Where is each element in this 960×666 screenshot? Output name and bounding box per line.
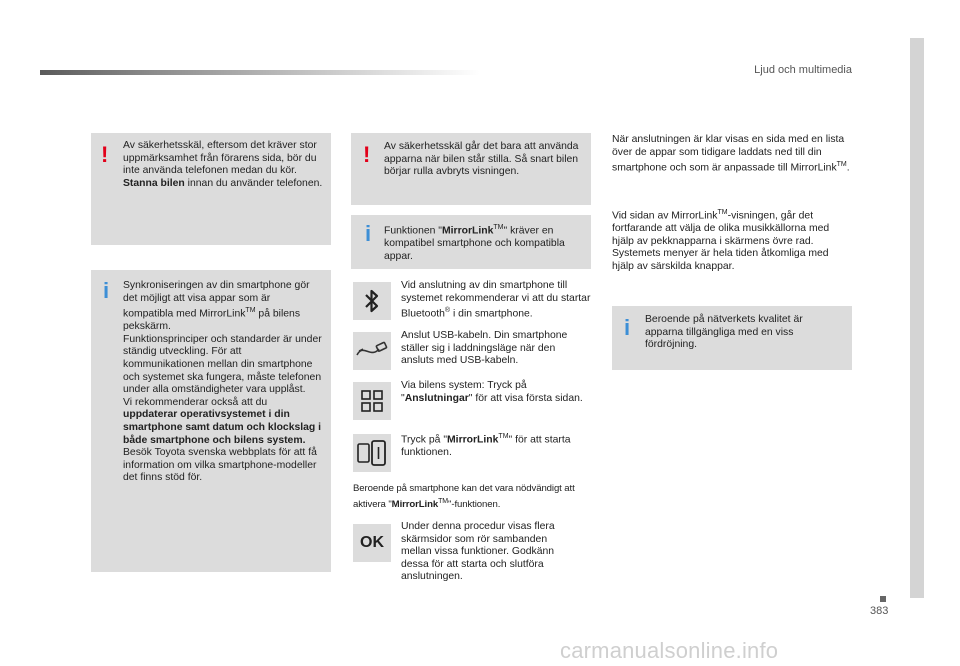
step-mirrorlink-bold: MirrorLink [447, 434, 499, 446]
note-post: "-funktionen. [448, 499, 501, 511]
step-bluetooth-tail: i din smartphone. [450, 308, 533, 320]
note-bold: MirrorLink [391, 499, 439, 511]
note-pre: Beroende på smartphone kan det vara nödvändigt att aktivera " [353, 483, 575, 511]
left-warning-box [91, 133, 331, 245]
step-mirrorlink-pre: Tryck på " [401, 434, 448, 446]
left-info-box [91, 270, 331, 572]
left-warning-tail: innan du använder telefonen. [184, 177, 323, 189]
step-usb-text: Anslut USB-kabeln. Din smartphone ställer sig i laddningsläge när den ansluts med USB-kabeln. [401, 330, 568, 367]
tm-mark: TM [836, 161, 847, 169]
mid-warning-box [351, 133, 591, 205]
right-p1-tail: . [846, 162, 850, 174]
left-info-p4: Besök Toyota svenska webbplats för att få information om vilka smartphone-modeller det finns stöd för. [123, 447, 317, 484]
info-icon: i [624, 315, 631, 340]
mid-info-pre: Funktionen " [384, 225, 442, 237]
left-info-p3: Vi rekommenderar också att du [123, 396, 268, 408]
grid-icon [361, 390, 383, 412]
info-icon: i [103, 278, 110, 303]
right-info-text: Beroende på nätverkets kvalitet är apparna tillgängliga med en viss fördröjning. [645, 314, 803, 351]
section-title: Ljud och multimedia [754, 64, 852, 76]
step-bluetooth-text [401, 280, 591, 321]
left-info-p1: Synkroniseringen av din smartphone gör det möjligt att visa appar som är kompatibla med MirrorLink [123, 280, 310, 320]
right-paragraph-1 [612, 134, 852, 175]
tm-mark: TM [717, 209, 728, 216]
right-paragraph-2 [612, 207, 852, 273]
mirrorlink-icon [356, 439, 388, 467]
tm-mark: TM [493, 224, 504, 231]
registered-mark: ® [444, 307, 451, 315]
mid-info-bold: MirrorLink [442, 225, 494, 237]
ok-icon-box [353, 524, 391, 562]
ok-icon: OK [360, 534, 384, 551]
left-warning-text: Av säkerhetsskäl, eftersom det kräver stor uppmärksamhet från förarens sida, bör du inte använda telefonen medan du kör. [123, 140, 317, 177]
mirrorlink-note [353, 482, 593, 511]
page-number: 383 [870, 605, 889, 617]
step-mirrorlink-post: " för att starta funktionen. [401, 434, 571, 459]
header-gradient-bar [40, 70, 480, 75]
bluetooth-icon-box [353, 282, 391, 320]
mid-info-box [351, 215, 591, 269]
tm-mark: TM [245, 307, 256, 315]
grid-icon-box [353, 382, 391, 420]
right-p2-pre: Vid sidan av MirrorLink [612, 210, 718, 222]
watermark: carmanualsonline.info [560, 638, 779, 663]
left-warning-bold: Stanna bilen [123, 177, 185, 189]
warning-icon: ! [363, 142, 371, 167]
step-grid-pre: Via bilens system: Tryck på " [401, 380, 527, 404]
right-p1: När anslutningen är klar visas en sida med en lista över de appar som tidigare laddats ned till din smartphone och som är anpassade till MirrorLink [612, 134, 845, 174]
mid-info-post: " kräver en kompatibel smartphone och kompatibla appar. [384, 225, 565, 262]
tm-mark: TM [498, 433, 509, 440]
usb-icon-box [353, 332, 391, 370]
mid-warning-text: Av säkerhetsskäl går det bara att använda apparna när bilen står stilla. Så snart bilen börjar rulla avbryts visningen. [384, 141, 579, 178]
warning-icon: ! [101, 142, 109, 167]
right-p2-post: -visningen, går det fortfarande att välja de olika musikkällorna med hjälp av pekknapparna i skärmens övre rad. Systemets menyer är hela tiden åtkomliga med hjälp av särskilda knappar. [612, 210, 830, 272]
left-info-p2: Funktionsprinciper och standarder är under ständig utveckling. För att kommunikationen mellan din smartphone och systemet ska fungera, måste telefonen under alla omständigheter vara upplåst. [123, 333, 322, 396]
right-info-box [612, 306, 852, 370]
left-info-p1-tail: på bilens pekskärm. [123, 308, 301, 333]
ok-step-text: Under denna procedur visas flera skärmsidor som rör sambanden mellan vissa funktioner. Godkänn dessa för att starta och slutföra anslutningen. [401, 521, 555, 583]
step-mirrorlink-text [401, 431, 591, 460]
left-info-p3-bold: uppdaterar operativsystemet i din smartphone samt datum och klockslag i både smartphone och bilens system. [123, 409, 322, 446]
step-grid-bold: Anslutningar [404, 392, 469, 404]
step-grid-text [401, 380, 591, 405]
usb-cable-icon [355, 339, 389, 363]
info-icon: i [365, 221, 372, 246]
step-grid-post: " för att visa första sidan. [468, 392, 583, 404]
mirrorlink-icon-box [353, 434, 391, 472]
tm-mark: TM [438, 498, 449, 505]
page-side-strip [910, 38, 924, 598]
step-bluetooth-main: Vid anslutning av din smartphone till systemet rekommenderar vi att du startar Bluetooth [401, 280, 591, 320]
page-dot [880, 596, 886, 602]
bluetooth-icon [362, 288, 382, 314]
